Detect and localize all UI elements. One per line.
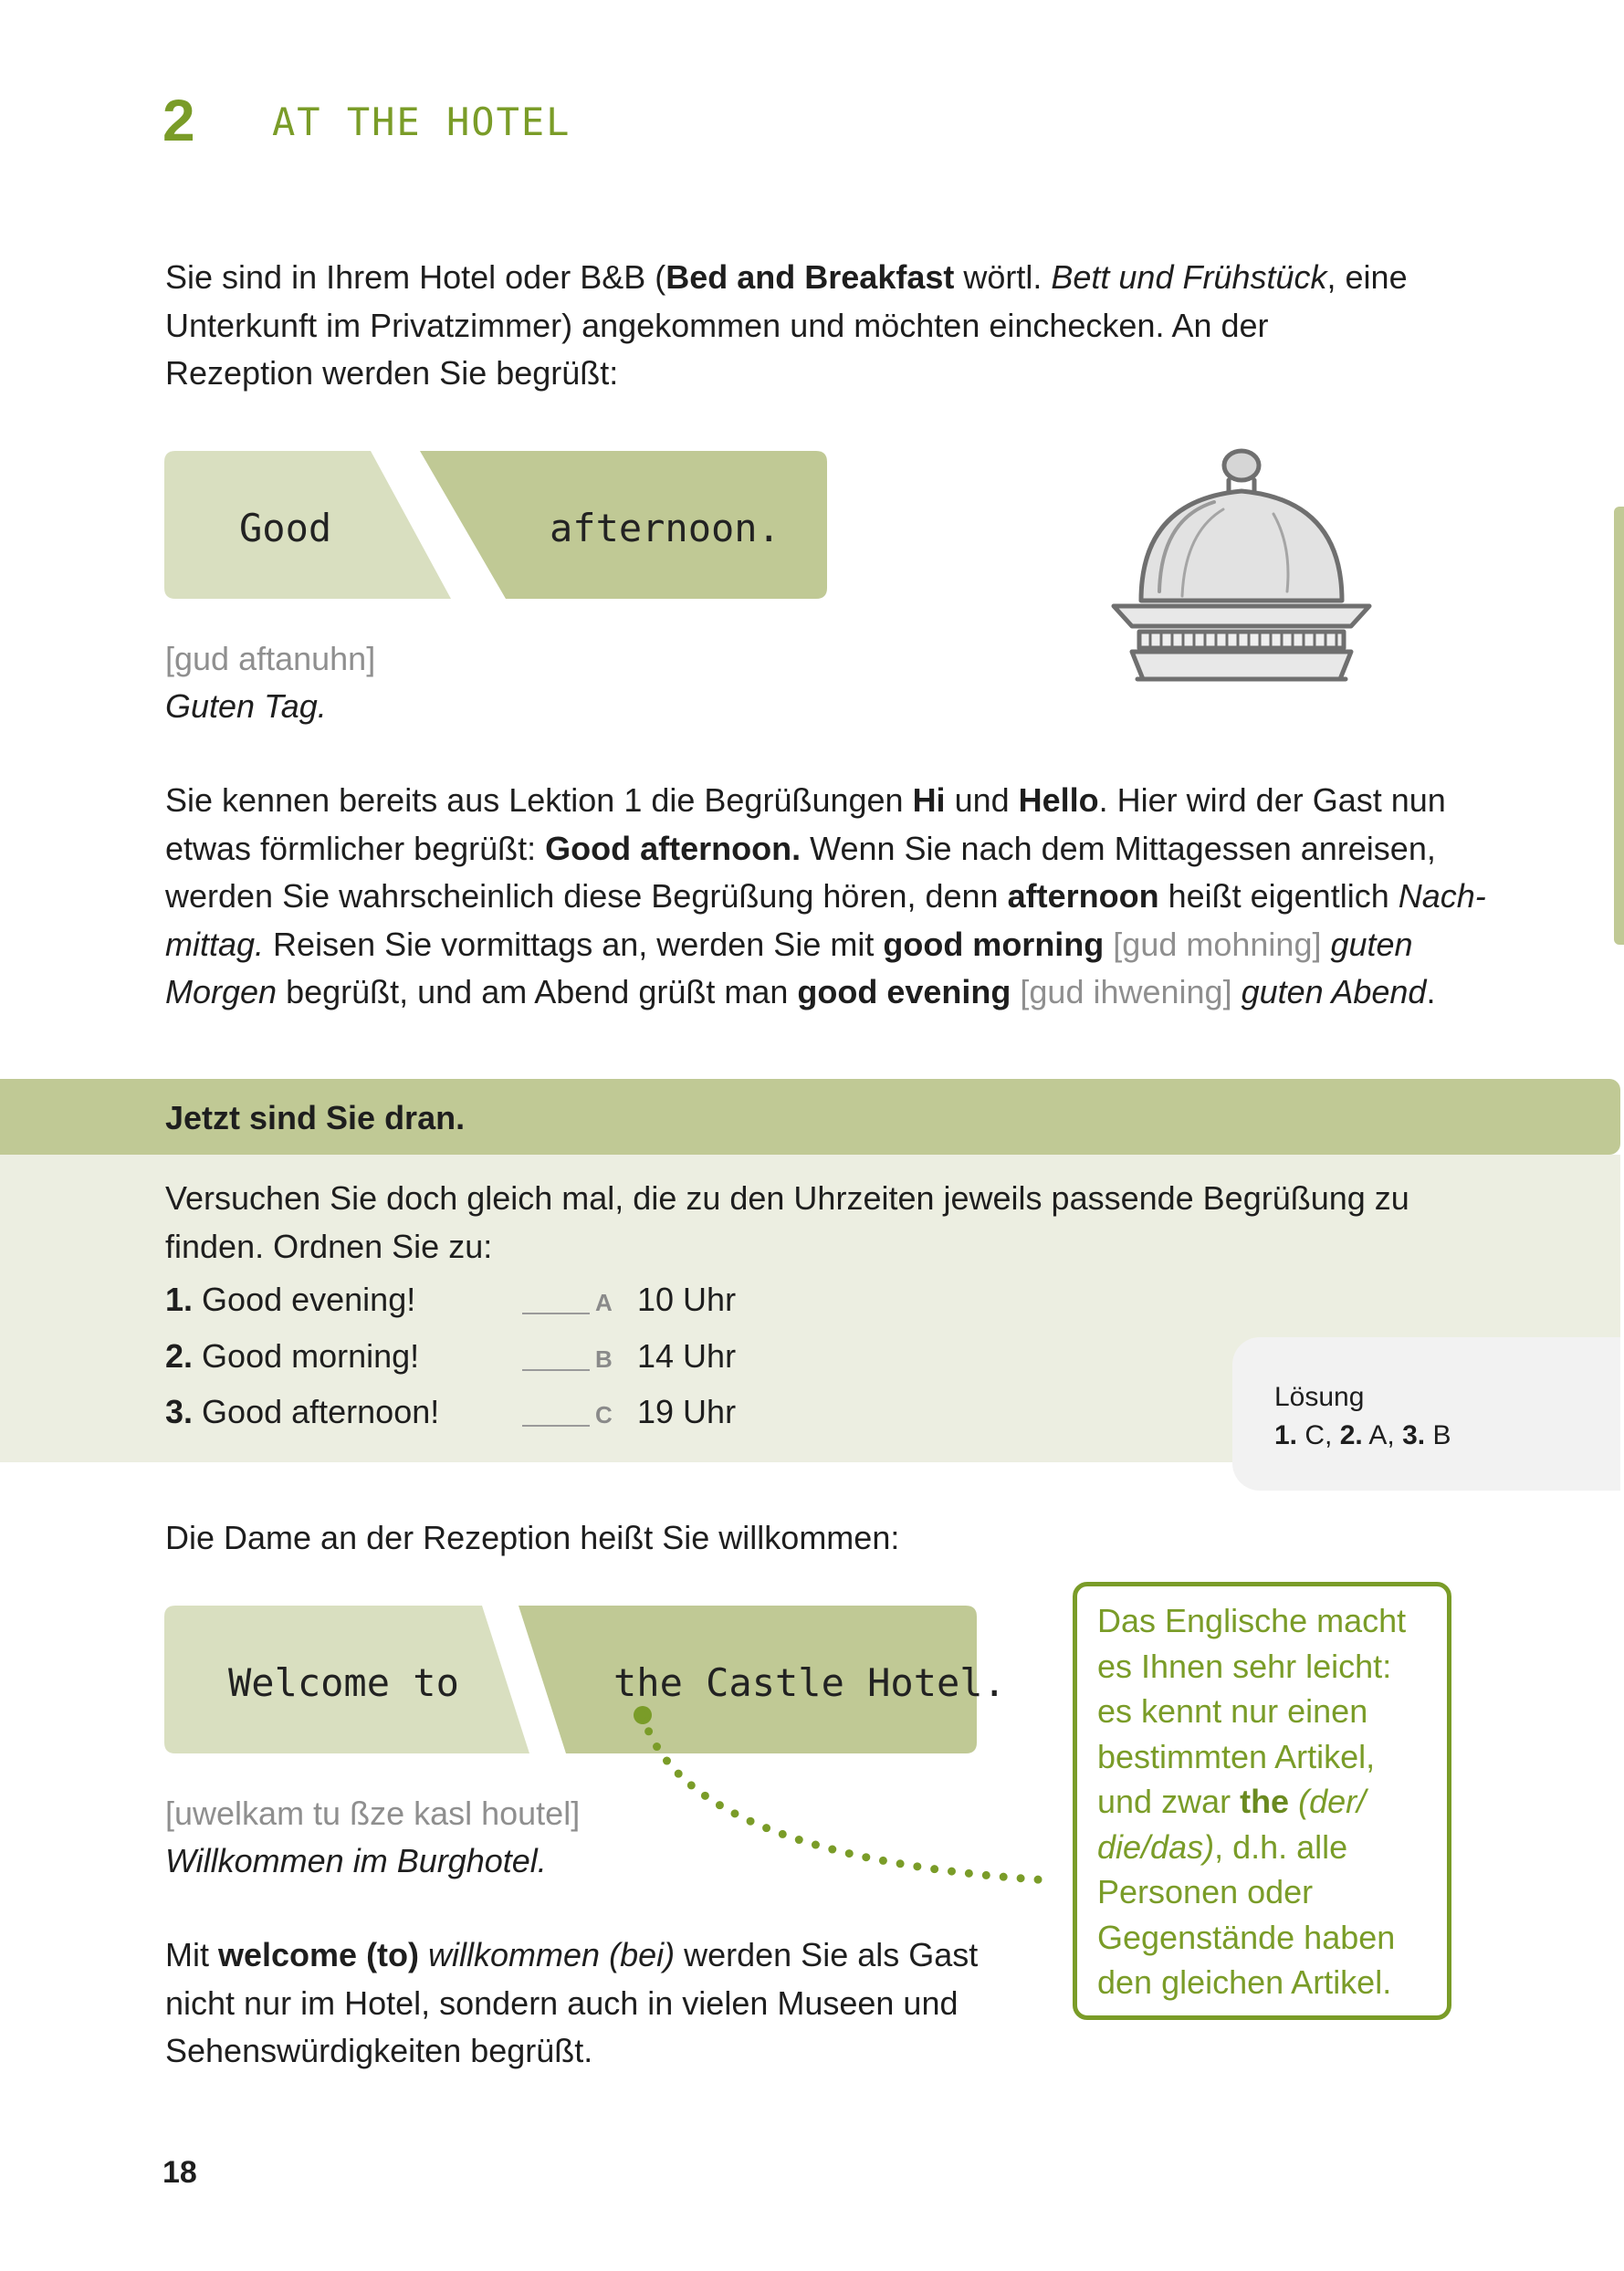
chapter-number: 2 xyxy=(162,88,195,153)
answer-blank[interactable] xyxy=(522,1342,590,1371)
solution-answer: 1. C, 2. A, 3. B xyxy=(1274,1420,1451,1450)
exercise-title: Jetzt sind Sie dran. xyxy=(165,1099,466,1136)
exercise-instructions xyxy=(165,1175,1516,1271)
connector-line xyxy=(643,1715,1050,1880)
phrase2-part2: the Castle Hotel. xyxy=(613,1660,1006,1705)
phrase2-pronunciation: [uwelkam tu ßze kasl houtel] xyxy=(165,1795,581,1832)
explanation-line-4: mittag. Reisen Sie vormittags an, werden Sie mit good morning [gud mohning] guten xyxy=(165,925,1413,963)
welcome-line-1: Mit welcome (to) willkommen (bei) werden Sie als Gast xyxy=(165,1936,979,1973)
welcome-line-3: Sehenswürdigkeiten begrüßt. xyxy=(165,2032,593,2069)
explanation-paragraph xyxy=(165,777,1498,1017)
intro-paragraph xyxy=(165,254,1462,398)
welcome-paragraph xyxy=(165,1931,1042,2076)
intro-line-3: Rezeption werden Sie begrüßt: xyxy=(165,354,619,392)
exercise-item: 1. Good evening! xyxy=(165,1281,416,1318)
exercise-item: 3. Good afternoon! xyxy=(165,1393,440,1430)
explanation-line-3: werden Sie wahrscheinlich diese Begrüßung hören, denn afternoon heißt eigentlich Nach- xyxy=(165,877,1486,915)
hotel-bell-icon xyxy=(1105,445,1378,685)
intro-line-2: Unterkunft im Privatzimmer) angekommen und möchten einchecken. An der xyxy=(165,306,1269,344)
answer-blank[interactable] xyxy=(522,1285,590,1314)
welcome-line-2: nicht nur im Hotel, sondern auch in vielen Museen und xyxy=(165,1983,959,2022)
grammar-note-text: Das Englische macht es Ihnen sehr leicht: es kennt nur einen bestimmten Artikel, und zwar the (der/ die/das), d.h. alle Personen oder Gegenstände haben den gleichen Artikel. xyxy=(1097,1602,1407,2001)
exercise-answer-row[interactable]: B 14 Uhr xyxy=(522,1334,736,1381)
answer-blank[interactable] xyxy=(522,1397,590,1427)
explanation-line-5: Morgen begrüßt, und am Abend grüßt man good evening [gud ihwening] guten Abend. xyxy=(165,973,1436,1010)
phrase1-pronunciation: [gud aftanuhn] xyxy=(165,640,376,677)
dotted-connector xyxy=(630,1702,1068,1903)
page-number: 18 xyxy=(162,2155,197,2190)
side-tab xyxy=(1614,507,1624,945)
exercise-instruction-line-1: Versuchen Sie doch gleich mal, die zu den Uhrzeiten jeweils passende Begrüßung zu xyxy=(165,1179,1409,1217)
chapter-title: AT THE HOTEL xyxy=(272,99,571,144)
exercise-instruction-line-2: finden. Ordnen Sie zu: xyxy=(165,1227,493,1265)
solution-label: Lösung xyxy=(1274,1382,1365,1412)
exercise-answer-row[interactable]: C 19 Uhr xyxy=(522,1390,736,1437)
phrase1-part2: afternoon. xyxy=(550,506,781,550)
intro-line-1: Sie sind in Ihrem Hotel oder B&B (Bed and Breakfast wörtl. Bett und Frühstück, eine xyxy=(165,258,1408,296)
explanation-line-2: etwas förmlicher begrüßt: Good afternoon. Wenn Sie nach dem Mittagessen anreisen, xyxy=(165,829,1436,867)
exercise-answer-row[interactable]: A 10 Uhr xyxy=(522,1278,736,1324)
reception-text: Die Dame an der Rezeption heißt Sie willkommen: xyxy=(165,1519,900,1556)
explanation-line-1: Sie kennen bereits aus Lektion 1 die Begrüßungen Hi und Hello. Hier wird der Gast nun xyxy=(165,781,1446,819)
phrase1-translation: Guten Tag. xyxy=(165,687,327,725)
phrase1-part1: Good xyxy=(239,506,332,550)
phrase2-part1: Welcome to xyxy=(228,1660,459,1705)
phrase2-translation: Willkommen im Burghotel. xyxy=(165,1842,547,1879)
exercise-item: 2. Good morning! xyxy=(165,1337,420,1375)
